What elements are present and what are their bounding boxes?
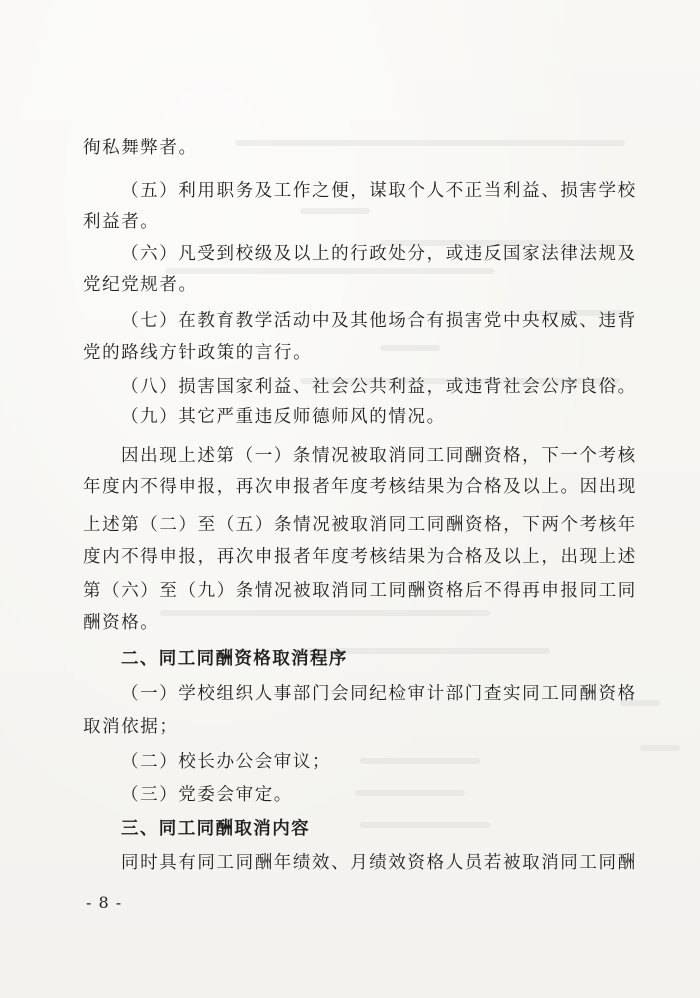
- text-line: 同时具有同工同酬年绩效、月绩效资格人员若被取消同工同酬: [121, 853, 637, 873]
- text-line: 党的路线方针政策的言行。: [83, 343, 313, 363]
- text-line: 度内不得申报，再次申报者年度考核结果为合格及以上，出现上述: [83, 547, 637, 567]
- text-line: 徇私舞弊者。: [83, 138, 198, 158]
- section-heading: 二、同工同酬资格取消程序: [121, 649, 348, 669]
- text-line: 利益者。: [83, 212, 160, 232]
- text-line: 党纪党规者。: [83, 275, 198, 295]
- text-line: （五）利用职务及工作之便，谋取个人不正当利益、损害学校: [121, 181, 637, 201]
- page-number: - 8 -: [86, 893, 123, 912]
- text-line: 酬资格。: [83, 613, 160, 633]
- text-line: （一）学校组织人事部门会同纪检审计部门查实同工同酬资格: [121, 684, 637, 704]
- text-line: （三）党委会审定。: [121, 785, 293, 805]
- text-line: 取消依据；: [83, 717, 179, 737]
- text-line: （九）其它严重违反师德师风的情况。: [121, 407, 446, 427]
- text-line: 第（六）至（九）条情况被取消同工同酬资格后不得再申报同工同: [83, 581, 637, 601]
- text-line: 因出现上述第（一）条情况被取消同工同酬资格，下一个考核: [121, 446, 637, 466]
- text-line: （二）校长办公会审议；: [121, 752, 332, 772]
- text-line: （七）在教育教学活动中及其他场合有损害党中央权威、违背: [121, 311, 637, 331]
- text-line: （六）凡受到校级及以上的行政处分，或违反国家法律法规及: [121, 244, 637, 264]
- text-line: （八）损害国家利益、社会公共利益，或违背社会公序良俗。: [121, 377, 637, 397]
- text-line: 年度内不得申报，再次申报者年度考核结果为合格及以上。因出现: [83, 477, 637, 497]
- section-heading: 三、同工同酬取消内容: [121, 819, 310, 839]
- text-line: 上述第（二）至（五）条情况被取消同工同酬资格，下两个考核年: [83, 515, 637, 535]
